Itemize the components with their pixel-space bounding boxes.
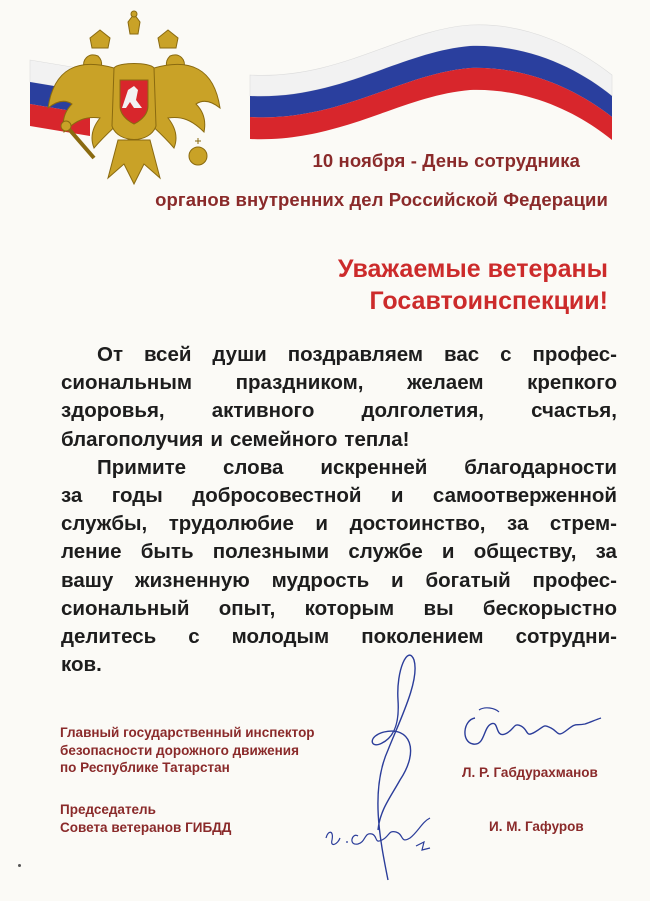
- body-word: добросовестной: [192, 484, 362, 508]
- signatory-2-title-line-1: Председатель: [60, 802, 156, 817]
- body-word: трудолюбие: [168, 512, 294, 536]
- body-word: тепла!: [344, 427, 410, 451]
- body-word: годы: [111, 484, 163, 508]
- body-word: искренней: [320, 455, 428, 479]
- greeting-line-2: Госавтоинспекции!: [369, 287, 608, 315]
- body-word: службе: [348, 540, 423, 564]
- signatory-2-title-line-2: Совета ветеранов ГИБДД: [60, 819, 232, 835]
- body-line: [61, 538, 617, 566]
- body-word: ков.: [61, 653, 102, 677]
- body-line: [61, 341, 617, 369]
- body-word: долголетия,: [361, 399, 484, 423]
- body-word: здоровья,: [61, 399, 165, 423]
- body-word: всей: [143, 343, 192, 366]
- body-word: Примите: [97, 455, 187, 479]
- body-word: профес-: [532, 343, 617, 366]
- body-word: благополучия: [61, 427, 204, 451]
- body-word: вы: [423, 596, 454, 620]
- header-occasion-line: органов внутренних дел Российской Федерации: [155, 189, 608, 210]
- body-line: [61, 651, 617, 679]
- body-word: поздравляем: [287, 343, 424, 366]
- signature-2-icon: [455, 698, 605, 758]
- body-word: быть: [140, 540, 194, 564]
- body-word: мудрость: [271, 568, 370, 592]
- body-word: благодарности: [464, 455, 617, 479]
- signatory-1-title-line-3: по Республике Татарстан: [60, 760, 230, 775]
- body-word: полезными: [212, 540, 330, 564]
- body-word: стрем-: [549, 512, 617, 536]
- scan-speck: [18, 864, 21, 867]
- body-line: [61, 482, 617, 510]
- signatory-2-title: [60, 801, 231, 836]
- body-line: [61, 454, 617, 482]
- signatory-1-name: Л. Р. Габдурахманов: [462, 765, 598, 780]
- body-word: которым: [304, 596, 395, 620]
- body-word: достоинство,: [349, 512, 486, 536]
- body-word: души: [212, 343, 267, 366]
- body-line: [61, 397, 617, 425]
- body-word: жизненную: [135, 568, 250, 592]
- body-word: вас: [444, 343, 480, 366]
- body-word: активного: [211, 399, 315, 423]
- body-line: [61, 369, 617, 397]
- body-word: слова: [223, 455, 284, 479]
- body-word: ление: [61, 540, 122, 564]
- body-word: самоотверженной: [432, 484, 617, 508]
- body-word: семейного: [230, 427, 338, 451]
- body-word: за: [595, 540, 617, 564]
- signature-3-icon: [318, 808, 448, 858]
- body-word: праздником,: [235, 371, 364, 395]
- body-line: [61, 623, 617, 651]
- body-word: бескорыстно: [482, 596, 617, 620]
- body-word: вашу: [61, 568, 114, 592]
- greeting-line-1: Уважаемые ветераны: [337, 255, 608, 283]
- body-word: сиональным: [61, 371, 192, 395]
- body-word: богатый: [425, 568, 511, 592]
- letter-body: [61, 341, 617, 679]
- body-word: обществу,: [473, 540, 577, 564]
- body-word: с: [188, 625, 200, 649]
- body-word: профес-: [532, 568, 617, 592]
- body-line: [61, 567, 617, 595]
- greeting: [338, 253, 608, 317]
- body-word: и: [315, 512, 329, 536]
- body-word: сиональный: [61, 596, 190, 620]
- body-word: От: [97, 343, 123, 366]
- body-word: молодым: [231, 625, 330, 649]
- body-word: поколением: [361, 625, 484, 649]
- body-word: и: [390, 484, 404, 508]
- body-word: и: [441, 540, 455, 564]
- body-word: крепкого: [527, 371, 617, 395]
- body-word: и: [391, 568, 404, 592]
- body-word: делитесь: [61, 625, 157, 649]
- coat-of-arms-icon: [28, 8, 248, 208]
- header-date-line: 10 ноября - День сотрудника: [312, 150, 580, 171]
- body-word: за: [507, 512, 529, 536]
- signatory-1-title: [60, 724, 315, 777]
- signatory-1-title-line-2: безопасности дорожного движения: [60, 742, 299, 758]
- body-word: с: [500, 343, 512, 366]
- body-line: [61, 595, 617, 623]
- signatory-2-name: И. М. Гафуров: [489, 819, 584, 834]
- body-word: за: [61, 484, 83, 508]
- body-word: счастья,: [531, 399, 617, 423]
- body-line: [61, 510, 617, 538]
- body-word: желаем: [407, 371, 484, 395]
- signatory-1-title-line-1: Главный государственный инспектор: [60, 725, 315, 740]
- body-word: опыт,: [218, 596, 276, 620]
- body-word: и: [210, 427, 223, 451]
- body-word: службы,: [61, 512, 148, 536]
- body-word: сотрудни-: [515, 625, 617, 649]
- body-line: [61, 426, 617, 454]
